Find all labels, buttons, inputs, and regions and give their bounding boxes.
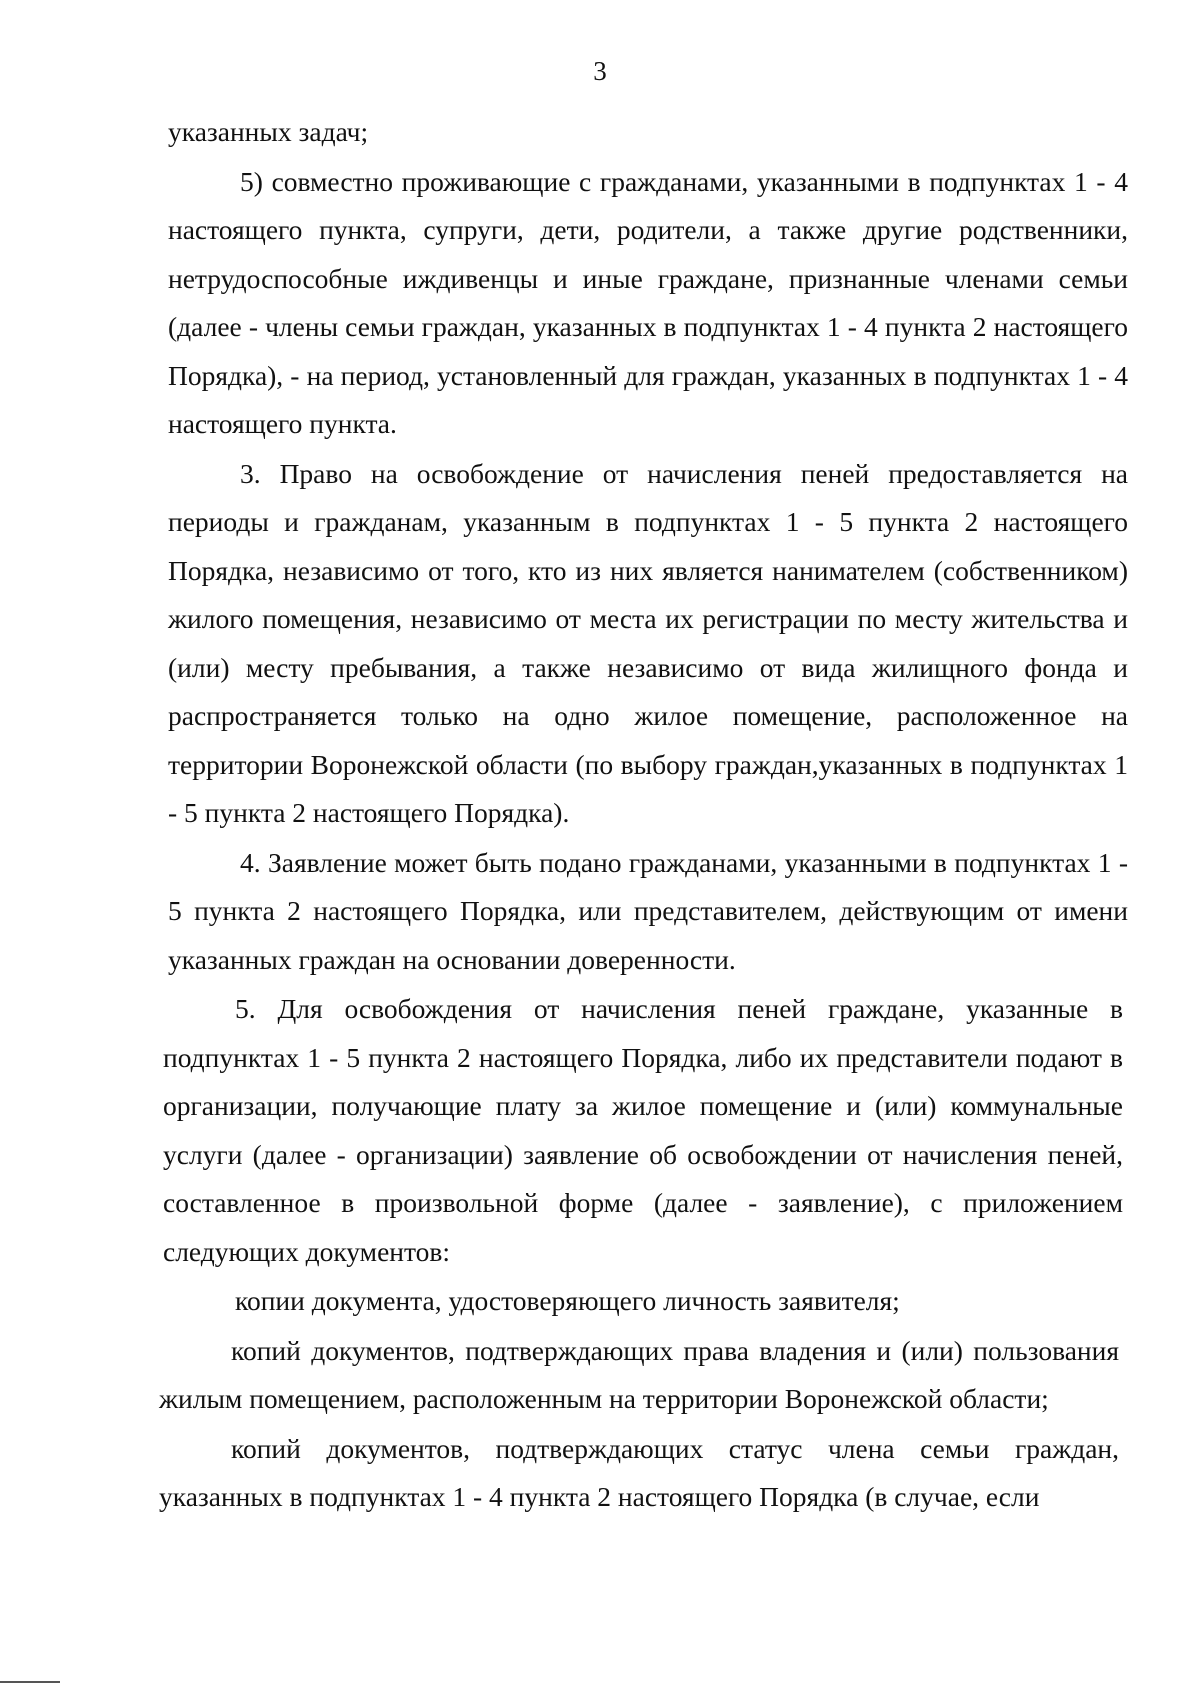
paragraph-item-5: 5. Для освобождения от начисления пеней граждане, указанные в подпунктах 1 - 5 пункта 2 настоящего Порядка, либо их представители подают в организации, получающие плату за жилое помещение и (или) коммунальные услуги (далее - организации) заявление об освобождении от начисления пеней, составленное в произвольной форме (далее - заявление), с приложением следующих документов: xyxy=(163,993,1123,1267)
paragraph-document-list-1: копии документа, удостоверяющего личность заявителя; xyxy=(235,1285,900,1316)
scan-edge-mark xyxy=(0,1681,60,1683)
paragraph-document-list-3: копий документов, подтверждающих статус члена семьи граждан, указанных в подпунктах 1 - 4 пункта 2 настоящего Порядка (в случае, если xyxy=(159,1432,1119,1512)
paragraph-item-3: 3. Право на освобождение от начисления пеней предоставляется на периоды и гражданам, указанным в подпунктах 1 - 5 пункта 2 настоящего Порядка, независимо от того, кто из них является нанимателем (собственником) жилого помещения, независимо от места их регистрации по месту жительства и (или) месту пребывания, а также независимо от вида жилищного фонда и распространяется только на одно жилое помещение, расположенное на территории Воронежской области (по выбору граждан,указанных в подпунктах 1 - 5 пункта 2 настоящего Порядка). xyxy=(168,457,1128,828)
page-number: 3 xyxy=(593,56,607,86)
paragraph-item-4: 4. Заявление может быть подано гражданами, указанными в подпунктах 1 - 5 пункта 2 настоящего Порядка, или представителем, действующим от имени указанных граждан на основании доверенности. xyxy=(168,846,1128,975)
document-body xyxy=(159,108,1128,1523)
paragraph-document-list-2: копий документов, подтверждающих права владения и (или) пользования жилым помещением, расположенным на территории Воронежской области; xyxy=(159,1334,1119,1414)
paragraph-continuation: указанных задач; xyxy=(168,116,369,147)
paragraph-subitem-5: 5) совместно проживающие с гражданами, указанными в подпунктах 1 - 4 настоящего пункта, супруги, дети, родители, а также другие родственники, нетрудоспособные иждивенцы и иные граждане, признанные членами семьи (далее - члены семьи граждан, указанных в подпунктах 1 - 4 пункта 2 настоящего Порядка), - на период, установленный для граждан, указанных в подпунктах 1 - 4 настоящего пункта. xyxy=(168,165,1128,439)
